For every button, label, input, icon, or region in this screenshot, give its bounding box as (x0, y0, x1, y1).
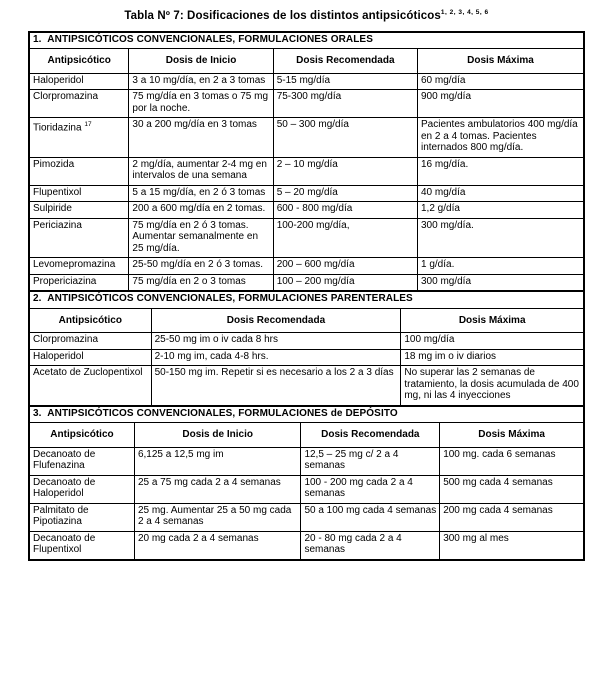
drug-name-cell: Periciazina (29, 218, 129, 258)
table-row (29, 274, 584, 291)
column-header: Dosis Recomendada (301, 423, 440, 448)
dose-cell: 3 a 10 mg/día, en 2 a 3 tomas (129, 73, 273, 90)
dose-cell: 16 mg/día. (417, 157, 584, 185)
dose-cell: 2-10 mg im, cada 4-8 hrs. (151, 349, 401, 366)
dose-cell: 100 - 200 mg cada 2 a 4 semanas (301, 475, 440, 503)
column-header-row (29, 308, 584, 333)
drug-name-cell: Propericiazina (29, 274, 129, 291)
dose-cell: 25-50 mg im o iv cada 8 hrs (151, 333, 401, 350)
drug-name-cell: Decanoato de Flupentixol (29, 531, 134, 560)
dose-cell: 50 – 300 mg/día (273, 118, 417, 158)
dose-cell: 25 a 75 mg cada 2 a 4 semanas (134, 475, 301, 503)
column-header: Dosis Recomendada (273, 49, 417, 74)
dose-cell: 2 mg/día, aumentar 2-4 mg en intervalos de una semana (129, 157, 273, 185)
dose-cell: 1,2 g/día (417, 202, 584, 219)
drug-name-cell: Tioridazina $^{17}$ (29, 118, 129, 158)
column-header: Dosis de Inicio (134, 423, 301, 448)
dose-cell: 75 mg/día en 2 ó 3 tomas. Aumentar semanalmente en 25 mg/día. (129, 218, 273, 258)
column-header-row (29, 49, 584, 74)
dose-cell: 5-15 mg/día (273, 73, 417, 90)
dose-cell: 50-150 mg im. Repetir si es necesario a los 2 a 3 días (151, 366, 401, 406)
dose-cell: 600 - 800 mg/día (273, 202, 417, 219)
column-header: Dosis de Inicio (129, 49, 273, 74)
table-row (29, 185, 584, 202)
drug-name-cell: Clorpromazina (29, 333, 151, 350)
drug-name-cell: Decanoato de Haloperidol (29, 475, 134, 503)
table-row (29, 475, 584, 503)
dose-cell: 40 mg/día (417, 185, 584, 202)
table-row (29, 118, 584, 158)
dose-cell: 30 a 200 mg/día en 3 tomas (129, 118, 273, 158)
table-title-text: Tabla Nº 7: Dosificaciones de los distintos antipsicóticos (124, 9, 441, 22)
drug-name-cell: Acetato de Zuclopentixol (29, 366, 151, 406)
dose-cell: Pacientes ambulatorios 400 mg/día en 2 a 4 tomas. Pacientes internados 800 mg/día. (417, 118, 584, 158)
drug-name-cell: Pimozida (29, 157, 129, 185)
table-row (29, 349, 584, 366)
dose-cell: 300 mg al mes (440, 531, 584, 560)
section-table-deposito (28, 405, 585, 561)
dose-cell: 100 mg/día (401, 333, 584, 350)
dose-cell: 300 mg/día. (417, 218, 584, 258)
dose-cell: 20 - 80 mg cada 2 a 4 semanas (301, 531, 440, 560)
dose-cell: 25 mg. Aumentar 25 a 50 mg cada 2 a 4 semanas (134, 503, 301, 531)
table-row (29, 333, 584, 350)
dose-cell: 20 mg cada 2 a 4 semanas (134, 531, 301, 560)
table-row (29, 531, 584, 560)
table-row (29, 157, 584, 185)
dose-cell: 6,125 a 12,5 mg im (134, 447, 301, 475)
dose-cell: 100 mg. cada 6 semanas (440, 447, 584, 475)
dose-cell: No superar las 2 semanas de tratamiento, la dosis acumulada de 400 mg, ni las 4 inyecciones (401, 366, 584, 406)
dose-cell: 75 mg/día en 3 tomas o 75 mg por la noche. (129, 90, 273, 118)
dose-cell: 2 – 10 mg/día (273, 157, 417, 185)
table-row (29, 218, 584, 258)
column-header: Dosis Máxima (440, 423, 584, 448)
dose-cell: 75-300 mg/día (273, 90, 417, 118)
table-row (29, 73, 584, 90)
dose-cell: 75 mg/día en 2 o 3 tomas (129, 274, 273, 291)
dose-cell: 500 mg cada 4 semanas (440, 475, 584, 503)
drug-name-cell: Haloperidol (29, 349, 151, 366)
drug-name-cell: Decanoato de Flufenazina (29, 447, 134, 475)
column-header: Antipsicótico (29, 308, 151, 333)
drug-name-cell: Clorpromazina (29, 90, 129, 118)
table-row (29, 366, 584, 406)
drug-name-cell: Haloperidol (29, 73, 129, 90)
section-heading: 3. ANTIPSICÓTICOS CONVENCIONALES, FORMULACIONES de DEPÓSITO (29, 406, 584, 423)
table-row (29, 447, 584, 475)
drug-name-cell: Flupentixol (29, 185, 129, 202)
section-table-orales (28, 31, 585, 293)
dose-cell: 5 – 20 mg/día (273, 185, 417, 202)
drug-name-cell: Sulpiride (29, 202, 129, 219)
dose-cell: 25-50 mg/día en 2 ó 3 tomas. (129, 258, 273, 275)
footnote-ref: 17 (84, 121, 92, 129)
dose-cell: 60 mg/día (417, 73, 584, 90)
dose-cell: 1 g/día. (417, 258, 584, 275)
dose-cell: 300 mg/día (417, 274, 584, 291)
table-row (29, 258, 584, 275)
dose-cell: 5 a 15 mg/día, en 2 ó 3 tomas (129, 185, 273, 202)
dose-cell: 100-200 mg/día, (273, 218, 417, 258)
section-heading: 2. ANTIPSICÓTICOS CONVENCIONALES, FORMULACIONES PARENTERALES (29, 291, 584, 308)
table-row (29, 503, 584, 531)
dose-cell: 200 a 600 mg/día en 2 tomas. (129, 202, 273, 219)
column-header: Dosis Máxima (417, 49, 584, 74)
table-row (29, 202, 584, 219)
dosing-tables (28, 31, 585, 561)
dose-cell: 50 a 100 mg cada 4 semanas (301, 503, 440, 531)
drug-name-cell: Levomepromazina (29, 258, 129, 275)
column-header: Dosis Recomendada (151, 308, 401, 333)
column-header: Antipsicótico (29, 49, 129, 74)
dose-cell: 18 mg im o iv diarios (401, 349, 584, 366)
dose-cell: 100 – 200 mg/día (273, 274, 417, 291)
section-table-parenterales (28, 290, 585, 407)
dose-cell: 12,5 – 25 mg c/ 2 a 4 semanas (301, 447, 440, 475)
dose-cell: 900 mg/día (417, 90, 584, 118)
table-row (29, 90, 584, 118)
column-header-row (29, 423, 584, 448)
dose-cell: 200 mg cada 4 semanas (440, 503, 584, 531)
title-footnote-refs: 1, 2, 3, 4, 5, 6 (440, 9, 489, 16)
section-heading: 1. ANTIPSICÓTICOS CONVENCIONALES, FORMULACIONES ORALES (29, 32, 584, 49)
column-header: Antipsicótico (29, 423, 134, 448)
dose-cell: 200 – 600 mg/día (273, 258, 417, 275)
drug-name-cell: Palmitato de Pipotiazina (29, 503, 134, 531)
column-header: Dosis Máxima (401, 308, 584, 333)
table-title (0, 0, 613, 31)
